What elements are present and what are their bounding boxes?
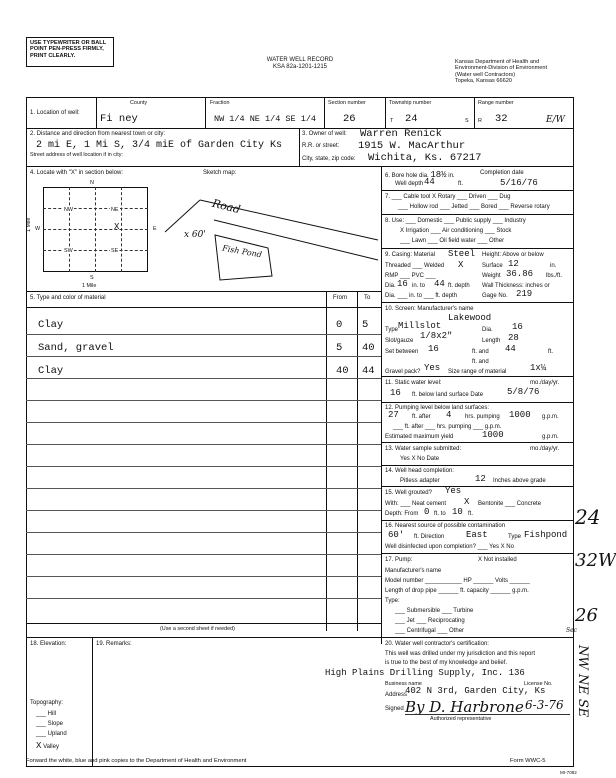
- est-yield-value: 1000: [482, 430, 504, 440]
- est-yield-unit: g.p.m.: [542, 434, 559, 440]
- owner-value: Warren Renick: [360, 128, 442, 140]
- fraction-label: Fraction: [210, 100, 230, 106]
- gauge-value: 219: [516, 289, 533, 299]
- county-label: County: [130, 100, 148, 106]
- table-rule: [26, 422, 381, 423]
- form-title-line2: KSA 82a-1201-1215: [272, 64, 328, 71]
- bore-value: 18½: [430, 170, 447, 180]
- s19-label: 19. Remarks:: [96, 641, 132, 647]
- contam-dir-label: ft. Direction: [414, 534, 445, 540]
- sketch-pond-label: Fish Pond: [221, 243, 263, 260]
- township-suffix: S: [465, 118, 469, 124]
- s2-sublabel: Street address of well location if in city:: [30, 152, 123, 158]
- wall-label: Wall Thickness: inches or: [482, 283, 550, 289]
- township-label: Township number: [389, 100, 432, 106]
- s16-label: 16. Nearest source of possible contamination: [385, 523, 506, 529]
- side-note-fraction: NW NE SE: [575, 645, 590, 718]
- pump-row2: ___ ft. after ___ hrs. pumping ___ g.p.m.: [393, 424, 502, 430]
- length-label: Length: [482, 338, 501, 344]
- pump-pumping-label: hrs. pumping: [465, 414, 500, 420]
- rmp-label: RMP ___ PVC ___: [385, 273, 436, 279]
- s8-row2: X Irrigation ___ Air conditioning ___ Stock: [400, 228, 512, 234]
- grid-ne: NE: [111, 207, 119, 213]
- size-value: 1x¼: [530, 363, 547, 373]
- pump-after-label: ft. after: [412, 414, 431, 420]
- screen-dia-label: Dia.: [482, 327, 493, 333]
- grouted-value: Yes: [445, 486, 462, 496]
- s5-footer: (Use a second sheet if needed): [160, 626, 235, 632]
- range-value: 32: [495, 113, 508, 125]
- table-rule: [26, 576, 381, 577]
- s13-unit: mo./day/yr.: [530, 446, 560, 452]
- threaded-label: Threaded ___ Welded: [385, 263, 445, 269]
- cert-text1: This well was drilled under my jurisdiction and this report: [385, 651, 536, 657]
- completion-label: Completion date: [480, 170, 524, 176]
- dia-to-value: 44: [434, 279, 445, 289]
- township-prefix: T: [390, 118, 394, 124]
- grid-south: S: [90, 275, 94, 281]
- weight-unit: lbs./ft.: [546, 273, 563, 279]
- agency-block: [455, 59, 585, 85]
- depth-label: Well depth: [395, 181, 424, 187]
- s10-label: 10. Screen: Manufacturer's name: [385, 306, 474, 312]
- weight-label: Weight: [482, 273, 501, 279]
- pump-opts1: ___ Submersible ___ Turbine: [395, 608, 474, 614]
- form-title: [240, 57, 360, 71]
- slot-value: 1/8x2": [420, 331, 453, 341]
- agency-line2: Environment-Division of Environment: [455, 65, 548, 72]
- s12-label: 12. Pumping level below land surfaces:: [385, 405, 490, 411]
- table-rule: [26, 378, 381, 379]
- s1-label: 1. Location of well:: [30, 110, 80, 116]
- range-suffix: E/W: [546, 115, 565, 125]
- static-level-below: ft. below land surface Date: [412, 392, 484, 398]
- topo-upland: ___ Upland: [36, 731, 67, 737]
- grid-east: E: [153, 226, 157, 232]
- depth-value: 44: [424, 177, 435, 187]
- side-note-section: 26: [575, 605, 598, 626]
- pump-opts3: ___ Centrifugal ___ Other: [395, 628, 465, 634]
- s4-label: 4. Locate with "X" in section below:: [30, 170, 123, 176]
- material-to: 44: [362, 365, 375, 377]
- material-name: Clay: [38, 319, 64, 331]
- s15-label: 15. Well grouted?: [385, 490, 432, 496]
- s7-row1: 7. ___ Cable tool X Rotary ___ Driven ___ Dug: [385, 194, 511, 200]
- s13-yes-no: Yes X No Date: [400, 456, 440, 462]
- pump-gpm-value: 1000: [509, 410, 531, 420]
- pump-ft-value: 27: [388, 410, 399, 420]
- table-rule: [26, 510, 381, 511]
- cert-text2: is true to the best of my knowledge and belief.: [385, 660, 508, 666]
- table-rule: [26, 444, 381, 445]
- completion-value: 5/16/76: [500, 178, 538, 188]
- grid-mile-bottom: 1 Mile: [82, 283, 97, 289]
- form-title-line1: WATER WELL RECORD: [266, 57, 334, 63]
- grout-depth-label: Depth: From: [385, 511, 419, 517]
- section-label: Section number: [328, 100, 366, 106]
- screen-type-value: Millslot: [398, 321, 442, 331]
- business-name: High Plains Drilling Supply, Inc. 136: [325, 668, 525, 678]
- grout-neat-mark: X: [464, 497, 470, 507]
- dia2-label: Dia. ___ in. to ___ ft. depth: [385, 293, 458, 299]
- gravel-label: Gravel pack?: [385, 369, 421, 375]
- grout-with-label: With: ___ Neat cement: [385, 501, 447, 507]
- signature: By D. Harbrone: [405, 698, 524, 716]
- grout-ft-to: ft. to: [434, 511, 446, 517]
- depth-unit: ft.: [458, 181, 464, 187]
- length-value: 28: [508, 333, 519, 343]
- surface-label: Surface: [482, 263, 503, 269]
- sketch-map: [160, 190, 378, 290]
- table-rule: [26, 598, 381, 599]
- form-code: MI-7082: [560, 770, 577, 775]
- screen-dia-value: 16: [512, 322, 523, 332]
- material-name: Clay: [38, 365, 64, 377]
- table-rule: [26, 466, 381, 467]
- contam-ft: 60': [388, 530, 405, 540]
- grid-well-mark: X: [114, 222, 120, 232]
- side-note-sec: Sec: [566, 627, 578, 634]
- pitless-value: 12: [475, 474, 486, 484]
- s8-row1: 8. Use: ___ Domestic ___ Public supply ___ Industry: [385, 218, 526, 224]
- to-header: To: [364, 295, 371, 301]
- bore-unit: in.: [448, 173, 455, 179]
- grid-sw: SW: [64, 248, 73, 254]
- grid-nw: NW: [64, 207, 73, 213]
- pump-gpm-unit: g.p.m.: [542, 414, 559, 420]
- gravel-value: Yes: [424, 363, 441, 373]
- dia-depth-label: ft. depth: [448, 283, 470, 289]
- static-level-value: 16: [390, 388, 401, 398]
- set-from: 16: [428, 344, 439, 354]
- surface-value: 12: [508, 259, 519, 269]
- casing-label: 9. Casing: Material: [385, 252, 436, 258]
- topography-label: Topography:: [30, 700, 64, 706]
- s11-label: 11. Static water level:: [385, 380, 442, 386]
- welded-mark: X: [458, 260, 464, 270]
- s8-row3: ___ Lawn ___ Oil field water ___ Other: [400, 238, 505, 244]
- signature-date: 6-3-76: [525, 698, 564, 712]
- s14-label: 14. Well head completion:: [385, 468, 454, 474]
- size-label: Size range of material: [448, 369, 507, 375]
- pump-drop: Length of drop pipe ______ ft. capacity ______ g.p.m.: [385, 588, 529, 594]
- agency-line1: Kansas Department of Health and: [455, 59, 540, 65]
- screen-manufacturer: Lakewood: [448, 313, 492, 323]
- s18-label: 18. Elevation:: [30, 641, 67, 647]
- casing-value: Steel: [448, 249, 476, 259]
- table-rule: [26, 356, 381, 357]
- footer-note: Forward the white, blue and pink copies to the Department of Health and Environment: [26, 758, 247, 764]
- table-rule: [26, 400, 381, 401]
- topo-valley: Valley: [43, 744, 59, 750]
- contam-type-label: Type: [508, 534, 522, 540]
- pitless-above: Inches above grade: [493, 478, 546, 484]
- city-value: Wichita, Ks. 67217: [368, 152, 482, 164]
- sketch-road-label: Road: [210, 196, 242, 217]
- business-label: Business name: [385, 681, 422, 687]
- agency-line4: Topeka, Kansas 66620: [455, 78, 512, 85]
- grid-north: N: [90, 180, 94, 186]
- pump-opts2: ___ Jet ___ Reciprocating: [395, 618, 465, 624]
- material-to: 5: [362, 319, 369, 331]
- static-level-date: 5/8/76: [507, 387, 540, 397]
- s13-label: 13. Water sample submitted:: [385, 446, 462, 452]
- s20-label: 20. Water well contractor's certification:: [385, 641, 489, 647]
- height-label: Height: Above or below: [482, 252, 544, 258]
- material-from: 40: [336, 365, 349, 377]
- signed-label: Signed: [385, 706, 404, 712]
- set-ft: ft.: [548, 349, 554, 355]
- s7-row2: ___ Hollow rod ___ Jetted ___ Bored ___ Reverse rotary: [398, 204, 550, 210]
- pump-hrs-value: 4: [446, 410, 452, 420]
- dia-value: 16: [397, 279, 408, 289]
- grid-west: W: [35, 226, 41, 232]
- s2-value: 2 mi E, 1 Mi S, 3/4 miE of Garden City Ks: [36, 140, 283, 151]
- set-to: 44: [505, 344, 516, 354]
- slot-label: Slot/gauze: [385, 338, 414, 344]
- range-label: Range number: [478, 100, 514, 106]
- side-note-range: 32W: [575, 550, 616, 571]
- city-label: City, state, zip code:: [302, 156, 356, 162]
- table-rule: [26, 488, 381, 489]
- sketch-distance: x 60': [184, 230, 206, 240]
- address-value: 402 N 3rd, Garden City, Ks: [405, 686, 546, 696]
- material-name: Sand, gravel: [38, 342, 114, 354]
- topo-slope: ___ Slope: [36, 721, 64, 727]
- bore-label: 6. Bore hole dia.: [385, 173, 429, 179]
- county-value: Fi ney: [100, 113, 138, 125]
- table-rule: [26, 554, 381, 555]
- weight-value: 36.86: [506, 269, 534, 279]
- grout-to: 10: [452, 507, 463, 517]
- pump-manufacturer: Manufacturer's name: [385, 568, 442, 574]
- address-label: Address: [385, 692, 408, 698]
- material-from: 5: [336, 342, 343, 354]
- pump-not-installed: X Not installed: [478, 557, 517, 563]
- est-yield-label: Estimated maximum yield: [385, 434, 454, 440]
- license-label: License No.: [524, 681, 553, 687]
- topo-hill: ___ Hill: [36, 711, 57, 717]
- grout-from: 0: [424, 507, 430, 517]
- material-from: 0: [336, 319, 343, 331]
- material-to: 40: [362, 342, 375, 354]
- owner-label: 3. Owner of well:: [302, 131, 347, 137]
- contam-direction: East: [466, 530, 488, 540]
- topo-valley-mark: X: [36, 741, 42, 751]
- pump-model: Model number ___________ HP ______ Volts ______: [385, 578, 530, 584]
- range-prefix: R: [478, 118, 482, 124]
- s6-line1: [385, 170, 455, 181]
- instructions-box: USE TYPEWRITER OR BALL POINT PEN-PRESS FIRMLY, PRINT CLEARLY.: [26, 37, 114, 67]
- section-value: 26: [343, 113, 356, 125]
- table-rule: [26, 334, 381, 335]
- table-rule: [26, 532, 381, 533]
- fraction-value: NW 1/4 NE 1/4 SE 1/4: [214, 114, 317, 124]
- topo-valley-row: [36, 741, 59, 752]
- grout-ft: ft.: [468, 511, 474, 517]
- dia-to-label: in. to: [412, 283, 426, 289]
- second-set-label: ft. and: [472, 359, 489, 365]
- set-label: Set between: [385, 349, 419, 355]
- s5-label: 5. Type and color of material: [30, 295, 106, 301]
- agency-line3: (Water well Contractors): [455, 71, 516, 78]
- grid-mile-side: 1 Mile: [26, 217, 32, 232]
- grout-rest: Bentonite ___ Concrete: [478, 501, 542, 507]
- street-label: R.R. or street:: [302, 143, 340, 149]
- screen-type-label: Type: [385, 327, 399, 333]
- from-header: From: [333, 295, 347, 301]
- street-value: 1915 W. MacArthur: [358, 140, 466, 152]
- set-ft-and: ft. and: [472, 349, 489, 355]
- rep-label: Authorized representative: [430, 716, 492, 722]
- s17-label: 17. Pump:: [385, 557, 413, 563]
- contam-type: Fishpond: [524, 530, 568, 540]
- township-value: 24: [405, 113, 418, 125]
- form-number: Form WWC-5: [510, 758, 546, 764]
- sketch-label: Sketch map:: [203, 170, 237, 176]
- side-note-township: 24: [575, 505, 601, 529]
- surface-unit: in.: [550, 263, 557, 269]
- dia-label: Dia.: [385, 283, 396, 289]
- s2-label: 2. Distance and direction from nearest town or city:: [30, 131, 166, 137]
- pitless-label: Pitless adapter: [400, 478, 440, 484]
- grid-se: SE: [111, 248, 119, 254]
- s11-unit: mo./day/yr.: [530, 380, 560, 386]
- pump-type: Type:: [385, 598, 400, 604]
- disinfected-label: Well disinfected upon completion? ___ Yes X No: [385, 544, 514, 550]
- gauge-label: Gage No.: [482, 293, 508, 299]
